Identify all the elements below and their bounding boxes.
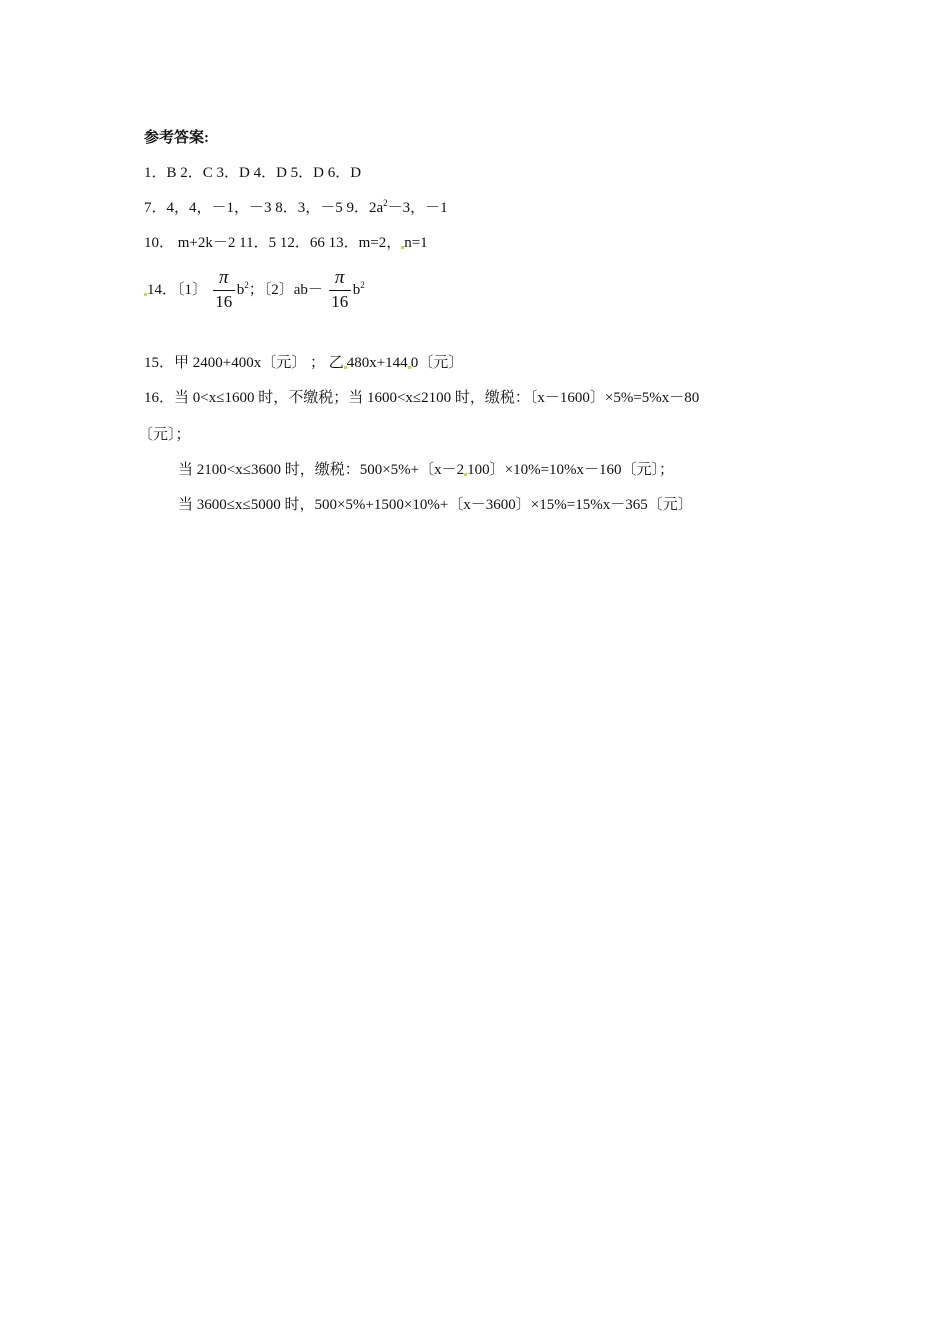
answer-line-16-a: 16．当 0<x≤1600 时，不缴税；当 1600<x≤2100 时，缴税：〔x－1600〕×5%=5%x－80 [144,390,700,406]
exponent: 2 [244,280,249,290]
answer-16-c-text: 当 2100<x≤3600 时，缴税：500×5%+〔x－2 [178,462,465,478]
answer-14-part2-label: ；〔2〕ab－ [248,282,323,298]
answer-16-c-rest: 100〕×10%=10%x－160〔元〕； [467,462,675,478]
exponent: 2 [383,198,388,208]
fraction-numerator: π [213,268,235,291]
fraction-denominator: 16 [331,292,349,312]
pi-over-16-fraction [213,268,235,313]
b-variable: b [236,282,245,298]
answer-line-15 [144,353,463,373]
answer-15-formula: 480x+144 [346,355,408,371]
answer-line-10-13 [144,233,428,253]
answer-line-7-9 [144,198,448,218]
answer-line-16-b: 〔元〕； [138,427,191,443]
answer-9-rest: －3，－1 [387,200,448,216]
fraction-denominator: 16 [215,292,233,312]
exponent: 2 [360,280,365,290]
fraction-numerator: π [329,268,351,291]
answer-line-16-d: 当 3600≤x≤5000 时，500×5%+1500×10%+〔x－3600〕×15%=15%x－365〔元〕 [178,497,693,513]
answer-heading: 参考答案: [144,130,209,146]
pi-over-16-fraction [329,268,351,313]
b-variable: b [352,282,361,298]
answer-line-16-c [178,460,674,480]
answer-10-13-text: 10． m+2k－2 11．5 12．66 13．m=2， [144,235,402,251]
answer-7-9-text: 7．4，4，－1，－3 8．3，－5 9．2a [144,200,384,216]
answer-14-part1-label: 14．〔1〕 [147,282,208,298]
answer-15-unit: 0〔元〕 [410,355,464,371]
answer-15-text: 15．甲 2400+400x〔元〕 ； 乙 [144,355,344,371]
answer-13-n: n=1 [404,235,428,251]
answer-line-1-6: 1．B 2．C 3．D 4．D 5．D 6．D [144,165,362,181]
answer-line-14 [144,268,365,313]
